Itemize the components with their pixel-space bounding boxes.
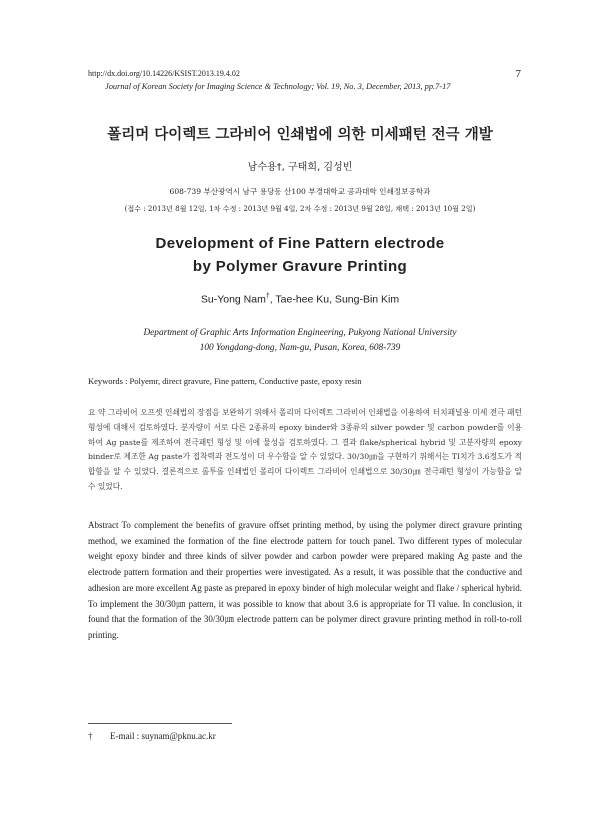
- english-authors: [0, 293, 600, 306]
- korean-abstract: 요 약 그라비어 오프셋 인쇄법의 장점을 보완하기 위해서 폴리머 다이렉트 그라비어 인쇄법을 이용하여 터치패널용 미세 전극 패턴형성에 대해서 검토하였다. 분자량이 서로 다른 2종류의 epoxy binder와 3종류의 silver powder 및 carbon powder를 이용하여 Ag paste를 제조하여 전극패턴 형성 및 이에 물성을 검토하였다. 그 결과 flake/spherical hybrid 및 고분자량의 epoxy binder로 제조한 Ag paste가 접착력과 전도성이 더 우수함을 알 수 있었다. 30/30㎛을 구현하기 위해서는 TI치가 3.6정도가 적합함을 알 수 있었다. 결론적으로 롤투롤 인쇄법인 폴리머 다이렉트 그라비어 인쇄법으로 30/30㎛ 전극패턴 형성이 가능함을 알 수 있었다.: [88, 408, 522, 491]
- korean-title: 폴리머 다이렉트 그라비어 인쇄법에 의한 미세패턴 전극 개발: [107, 127, 493, 143]
- corresponding-author-mark: †: [265, 293, 270, 300]
- english-title-line-2: by Polymer Gravure Printing: [192, 258, 408, 275]
- footnote-divider: [88, 723, 232, 724]
- korean-affiliation: 608-739 부산광역시 남구 용당동 산100 부경대학교 공과대학 인쇄정보공학과: [169, 187, 431, 196]
- footnote: [88, 731, 216, 741]
- page-number: 7: [515, 68, 521, 80]
- footnote-mark: †: [88, 731, 93, 741]
- english-affiliation-line-1: Department of Graphic Arts Information Engineering, Pukyong National University: [143, 328, 457, 338]
- author-name-1: Su-Yong Nam: [200, 293, 266, 306]
- journal-citation: Journal of Korean Society for Imaging Science & Technology; Vol. 19, No. 3, December, 2013, pp.7-17: [105, 82, 451, 91]
- english-affiliation-line-2: 100 Yongdang-dong, Nam-gu, Pusan, Korea, 608-739: [199, 343, 401, 353]
- korean-dates: (접수 : 2013년 8월 12일, 1차 수정 : 2013년 9월 4일, 2차 수정 : 2013년 9월 28일, 채택 : 2013년 10월 2일): [124, 204, 476, 213]
- keywords: Keywords : Polyemr, direct gravure, Fine pattern, Conductive paste, epoxy resin: [88, 376, 362, 386]
- doi-link[interactable]: http://dx.doi.org/10.14226/KSIST.2013.19.4.02: [88, 69, 240, 78]
- korean-authors: 남수용†, 구태희, 김성빈: [247, 162, 353, 173]
- english-title: [0, 232, 600, 278]
- english-abstract: Abstract To complement the benefits of gravure offset printing method, by using the polymer direct gravure printing method, we examined the formation of the fine electrode pattern for touch panel. Two different types of molecular weight epoxy binder and three kinds of silver powder and carbon powder were prepared making Ag paste and the electrode pattern formation and their properties were investigated. As a result, it was possible that the conductive and adhesion are more excellent Ag paste as prepared in epoxy binder of high molecular weight and flake / spherical hybrid. To implement the 30/30㎛ pattern, it was possible to know that about 3.6 is appropriate for TI value. In conclusion, it found that the formation of the 30/30㎛ electrode pattern can be polymer direct gravure printing method in roll-to-roll printing.: [88, 520, 522, 640]
- english-title-line-1: Development of Fine Pattern electrode: [155, 235, 445, 252]
- english-affiliation: [0, 326, 600, 356]
- author-names-rest: , Tae-hee Ku, Sung-Bin Kim: [269, 293, 400, 306]
- footnote-email[interactable]: E-mail : suynam@pknu.ac.kr: [110, 731, 216, 741]
